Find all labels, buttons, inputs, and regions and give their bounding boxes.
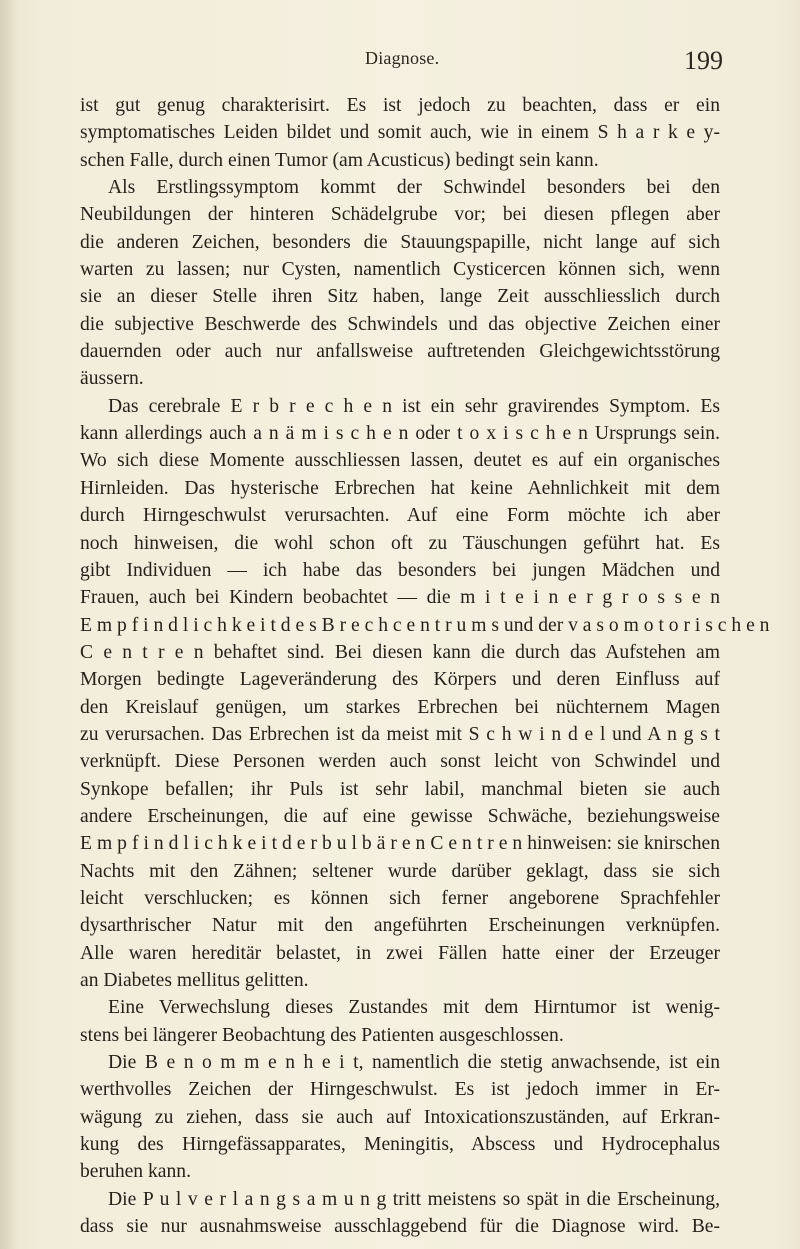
- text-line: verknüpft. Diese Personen werden auch sonst leicht von Schwindel und: [80, 751, 720, 773]
- text-line: werthvolles Zeichen der Hirngeschwulst. Es ist jedoch immer in Er-: [80, 1079, 720, 1101]
- text-line: Die P u l v e r l a n g s a m u n g tritt meistens so spät in die Erscheinung,: [108, 1188, 720, 1210]
- text-line: Wo sich diese Momente ausschliessen lassen, deutet es auf ein organisches: [80, 450, 720, 472]
- text-line: Alle waren hereditär belastet, in zwei Fällen hatte einer der Erzeuger: [80, 942, 720, 964]
- text-line: Eine Verwechslung dieses Zustandes mit dem Hirntumor ist wenig-: [108, 997, 720, 1019]
- text-line: leicht verschlucken; es können sich ferner angeborene Sprachfehler: [80, 887, 720, 909]
- running-head: Diagnose.: [365, 48, 440, 68]
- text-line: gibt Individuen — ich habe das besonders bei jungen Mädchen und: [80, 559, 720, 581]
- text-line: warten zu lassen; nur Cysten, namentlich Cysticercen können sich, wenn: [80, 259, 720, 281]
- page-header: [0, 46, 800, 76]
- text-line: die anderen Zeichen, besonders die Stauungspapille, nicht lange auf sich: [80, 231, 720, 253]
- body-text: [80, 92, 770, 1240]
- text-line: C e n t r e n behaftet sind. Bei diesen kann die durch das Aufstehen am: [80, 641, 720, 663]
- text-line: andere Erscheinungen, die auf eine gewisse Schwäche, beziehungsweise: [80, 805, 720, 827]
- text-line: dass sie nur ausnahmsweise ausschlaggebend für die Diagnose wird. Be-: [80, 1216, 720, 1238]
- text-line: E m p f i n d l i c h k e i t d e s B r e c h c e n t r u m s und der v a s o m o t o r i s c h e n: [80, 614, 770, 636]
- text-line: an Diabetes mellitus gelitten.: [80, 970, 309, 991]
- text-line: Synkope befallen; ihr Puls ist sehr labil, manchmal bieten sie auch: [80, 778, 720, 800]
- text-line: Nachts mit den Zähnen; seltener wurde darüber geklagt, dass sie sich: [80, 860, 720, 882]
- text-line: beruhen kann.: [80, 1161, 191, 1183]
- text-line: zu verursachen. Das Erbrechen ist da meist mit S c h w i n d e l und A n g s t: [80, 723, 720, 745]
- page-gutter-shadow: [0, 0, 18, 1249]
- text-line: symptomatisches Leiden bildet und somit auch, wie in einem S h a r k e y-: [80, 122, 720, 144]
- text-line: Frauen, auch bei Kindern beobachtet — die m i t e i n e r g r o s s e n: [80, 587, 720, 609]
- text-line: sie an dieser Stelle ihren Sitz haben, lange Zeit ausschliesslich durch: [80, 286, 720, 308]
- text-line: ist gut genug charakterisirt. Es ist jedoch zu beachten, dass er ein: [80, 95, 720, 116]
- text-line: den Kreislauf genügen, um starkes Erbrechen bei nüchternem Magen: [80, 696, 720, 718]
- text-line: kann allerdings auch a n ä m i s c h e n oder t o x i s c h e n Ursprungs sein.: [80, 423, 720, 445]
- text-line: äussern.: [80, 368, 144, 390]
- text-line: dysarthrischer Natur mit den angeführten Erscheinungen verknüpfen.: [80, 915, 720, 937]
- text-line: die subjective Beschwerde des Schwindels und das objective Zeichen einer: [80, 313, 720, 335]
- text-line: wägung zu ziehen, dass sie auch auf Intoxicationszuständen, auf Erkran-: [80, 1106, 720, 1128]
- text-line: Neubildungen der hinteren Schädelgrube vor; bei diesen pflegen aber: [80, 204, 720, 226]
- text-line: kung des Hirngefässapparates, Meningitis, Abscess und Hydrocephalus: [80, 1134, 720, 1156]
- text-line: stens bei längerer Beobachtung des Patienten ausgeschlossen.: [80, 1024, 564, 1046]
- text-line: Hirnleiden. Das hysterische Erbrechen hat keine Aehnlichkeit mit dem: [80, 477, 720, 499]
- text-line: dauernden oder auch nur anfallsweise auftretenden Gleichgewichtsstörung: [80, 341, 720, 363]
- text-line: E m p f i n d l i c h k e i t d e r b u l b ä r e n C e n t r e n hinweisen: sie knirschen: [80, 833, 720, 855]
- text-line: Morgen bedingte Lageveränderung des Körpers und deren Einfluss auf: [80, 669, 720, 691]
- page-number: 199: [684, 46, 723, 75]
- text-line: Das cerebrale E r b r e c h e n ist ein sehr gravirendes Symptom. Es: [108, 395, 720, 417]
- text-line: schen Falle, durch einen Tumor (am Acusticus) bedingt sein kann.: [80, 149, 599, 171]
- text-line: noch hinweisen, die wohl schon oft zu Täuschungen geführt hat. Es: [80, 532, 720, 554]
- text-line: Die B e n o m m e n h e i t, namentlich die stetig anwachsende, ist ein: [108, 1052, 720, 1074]
- text-line: Als Erstlingssymptom kommt der Schwindel besonders bei den: [108, 177, 720, 199]
- text-line: durch Hirngeschwulst verursachten. Auf eine Form möchte ich aber: [80, 505, 720, 527]
